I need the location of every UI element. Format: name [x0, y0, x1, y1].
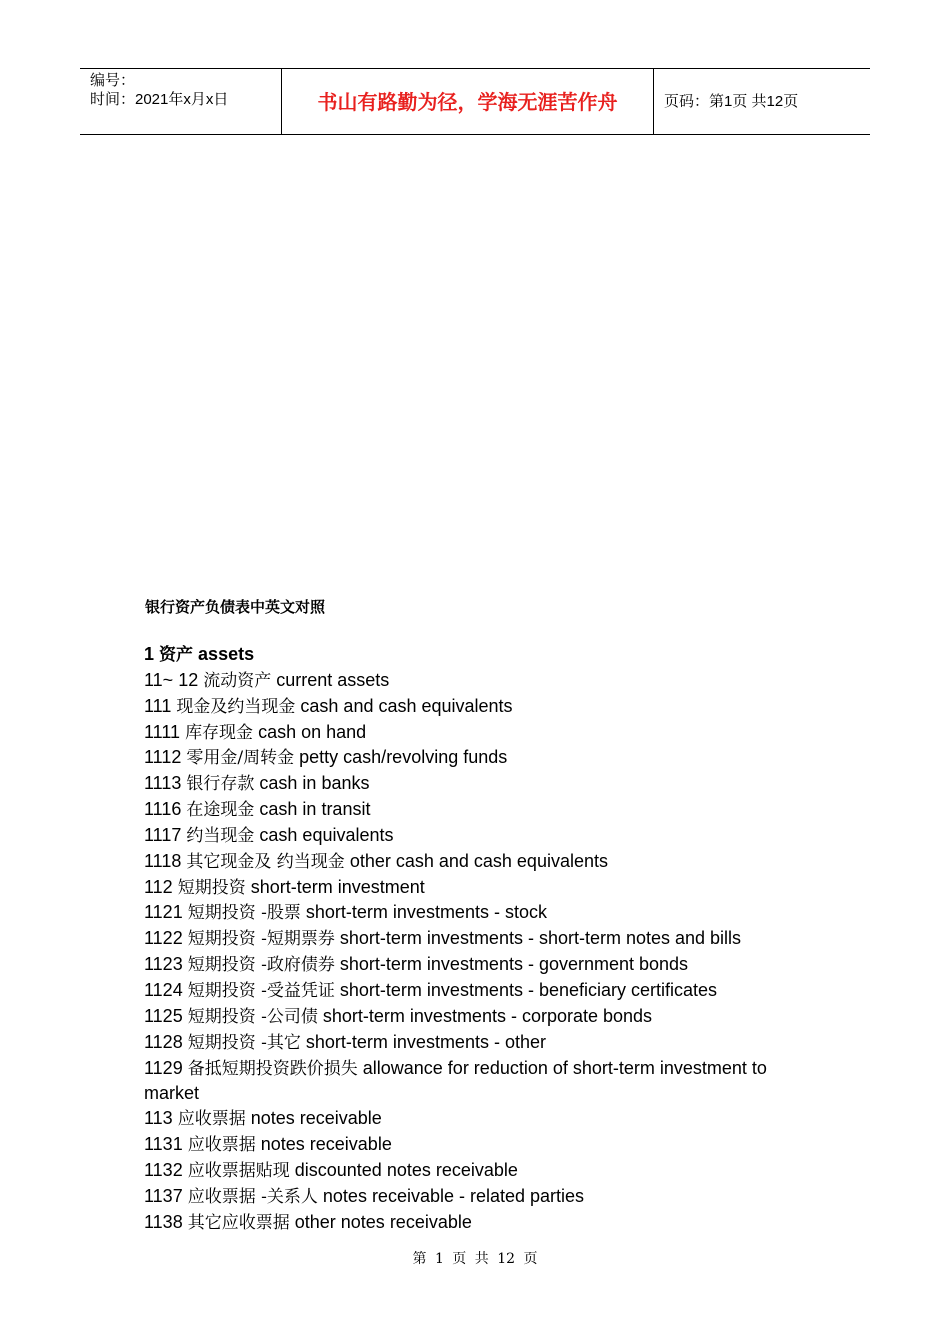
account-entry — [144, 1184, 824, 1210]
account-code: 112 — [144, 876, 173, 897]
account-code: 1 — [144, 644, 155, 664]
account-entry — [144, 642, 824, 668]
account-entry — [144, 1158, 824, 1184]
account-name-cn: 在途现金 — [186, 800, 255, 821]
account-name-cn: 其它现金及 约当现金 — [186, 851, 345, 872]
account-name-cn: 短期投资 -公司债 — [187, 1006, 318, 1027]
account-name-en: notes receivable — [250, 1108, 382, 1129]
account-name-en: assets — [198, 644, 255, 664]
document-title: 银行资产负债表中英文对照 — [145, 598, 326, 616]
account-name-cn: 应收票据 — [187, 1135, 256, 1156]
account-name-cn: 银行存款 — [186, 774, 255, 795]
account-code: 11~ 12 — [144, 669, 199, 690]
account-name-en: other notes receivable — [294, 1211, 472, 1232]
header-meta-cell — [80, 69, 282, 135]
account-name-en: other cash and cash equivalents — [349, 850, 608, 871]
account-entry — [144, 1030, 824, 1056]
account-name-cn: 应收票据 -关系人 — [187, 1186, 318, 1207]
account-entry — [144, 1210, 824, 1236]
account-code: 1138 — [144, 1211, 183, 1232]
account-code: 1113 — [144, 773, 182, 794]
account-name-en: short-term investments - stock — [305, 902, 547, 923]
account-name-cn: 其它应收票据 — [187, 1212, 290, 1233]
account-code: 1128 — [144, 1031, 183, 1052]
page-footer: 第 1 页 共 12 页 — [412, 1251, 538, 1267]
account-code: 1111 — [144, 721, 181, 742]
account-entry — [144, 668, 824, 694]
account-name-en: cash on hand — [258, 721, 367, 742]
account-name-cn: 短期投资 -政府债券 — [187, 955, 335, 976]
account-name-en: petty cash/revolving funds — [299, 747, 508, 768]
account-code: 111 — [144, 695, 172, 716]
account-name-en: cash equivalents — [259, 824, 394, 845]
account-code: 113 — [144, 1108, 173, 1129]
account-name-en: short-term investments - government bonds — [339, 954, 689, 975]
account-name-en: short-term investment — [250, 876, 425, 897]
account-entry — [144, 694, 824, 720]
account-code: 1118 — [144, 850, 182, 871]
account-entry — [144, 1106, 824, 1132]
account-code: 1131 — [144, 1134, 183, 1155]
account-name-cn: 流动资产 — [203, 670, 272, 691]
account-code: 1112 — [144, 747, 182, 768]
account-code: 1116 — [144, 799, 182, 820]
account-code: 1132 — [144, 1159, 183, 1180]
account-code: 1117 — [144, 824, 182, 845]
account-name-cn: 零用金/周转金 — [186, 748, 295, 769]
account-entry — [144, 823, 824, 849]
account-code: 1137 — [144, 1185, 183, 1206]
account-entry — [144, 900, 824, 926]
account-name-en: cash in banks — [259, 773, 370, 794]
account-name-cn: 应收票据 — [177, 1109, 246, 1130]
account-code: 1125 — [144, 1005, 183, 1026]
account-entry — [144, 978, 824, 1004]
account-entry — [144, 875, 824, 901]
account-name-en: notes receivable - related parties — [322, 1185, 585, 1206]
account-name-cn: 短期投资 -受益凭证 — [187, 980, 335, 1001]
account-entry — [144, 720, 824, 746]
document-number-label: 编号： — [90, 72, 136, 89]
account-name-cn: 应收票据贴现 — [187, 1160, 290, 1181]
account-name-cn: 约当现金 — [186, 825, 255, 846]
account-name-en: current assets — [276, 669, 390, 690]
account-entry — [144, 745, 824, 771]
document-time-label: 时间：2021年x月x日 — [90, 91, 229, 108]
account-code: 1121 — [144, 902, 183, 923]
account-entry — [144, 1132, 824, 1158]
account-name-en: cash and cash equivalents — [300, 695, 513, 716]
account-entry — [144, 797, 824, 823]
account-name-cn: 备抵短期投资跌价损失 — [187, 1058, 358, 1079]
account-code: 1122 — [144, 928, 183, 949]
account-name-en: allowance for reduction of short-term investment to market — [144, 1057, 767, 1104]
account-code: 1123 — [144, 954, 183, 975]
account-name-cn: 现金及约当现金 — [176, 696, 296, 717]
account-name-en: short-term investments - other — [305, 1031, 546, 1052]
account-name-en: short-term investments - short-term notes and bills — [339, 928, 742, 949]
account-entry — [144, 849, 824, 875]
account-name-cn: 短期投资 -其它 — [187, 1032, 301, 1053]
account-entry-list — [144, 642, 824, 1235]
header-motto: 书山有路勤为径，学海无涯苦作舟 — [282, 69, 654, 135]
account-name-en: short-term investments - beneficiary certificates — [339, 979, 718, 1000]
account-entry — [144, 771, 824, 797]
account-name-en: notes receivable — [260, 1134, 392, 1155]
account-name-en: short-term investments - corporate bonds — [322, 1005, 653, 1026]
account-name-cn: 库存现金 — [185, 722, 254, 743]
account-name-cn: 短期投资 -股票 — [187, 903, 301, 924]
account-entry — [144, 926, 824, 952]
account-code: 1129 — [144, 1057, 183, 1078]
account-name-en: cash in transit — [259, 799, 371, 820]
account-entry — [144, 1004, 824, 1030]
page-header — [80, 68, 870, 135]
account-name-cn: 短期投资 -短期票券 — [187, 929, 335, 950]
account-code: 1124 — [144, 979, 183, 1000]
account-name-cn: 资产 — [159, 645, 194, 665]
account-name-cn: 短期投资 — [177, 877, 246, 898]
header-page-info: 页码：第1页 共12页 — [664, 93, 799, 110]
account-entry — [144, 952, 824, 978]
account-name-en: discounted notes receivable — [294, 1159, 518, 1180]
account-entry — [144, 1056, 824, 1107]
